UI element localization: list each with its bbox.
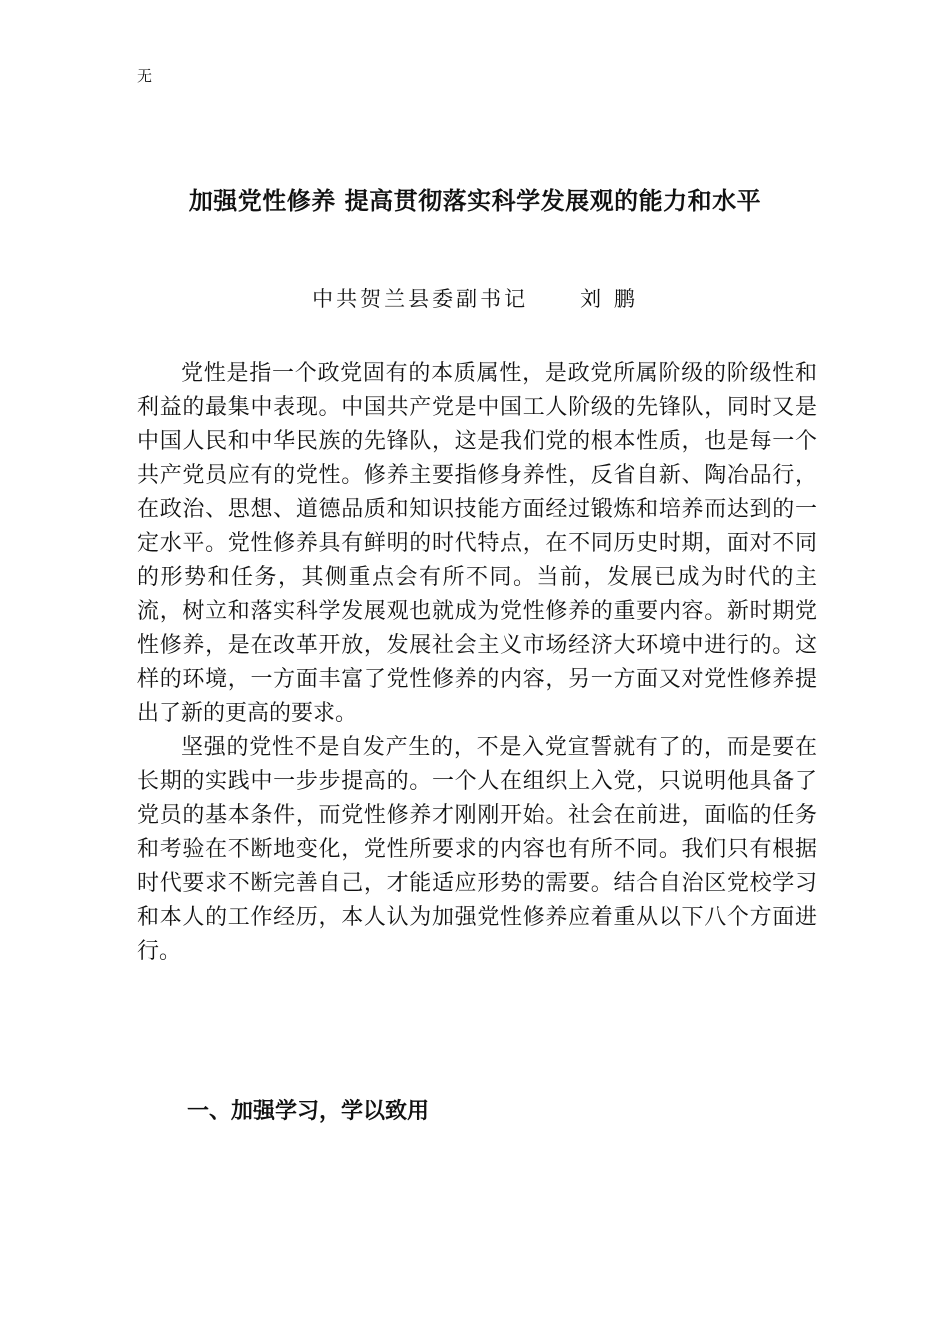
document-title: 加强党性修养 提高贯彻落实科学发展观的能力和水平	[188, 187, 762, 215]
section-heading: 一、加强学习，学以致用	[187, 1099, 430, 1124]
paragraph-1: 党性是指一个政党固有的本质属性，是政党所属阶级的阶级性和利益的最集中表现。中国共产党是中国工人阶级的先锋队，同时又是中国人民和中华民族的先锋队，这是我们党的根本性质，也是每一个共产党员应有的党性。修养主要指修身养性，反省自新、陶冶品行，在政治、思想、道德品质和知识技能方面经过锻炼和培养而达到的一定水平。党性修养具有鲜明的时代特点，在不同历史时期，面对不同的形势和任务，其侧重点会有所不同。当前，发展已成为时代的主流，树立和落实科学发展观也就成为党性修养的重要内容。新时期党性修养，是在改革开放，发展社会主义市场经济大环境中进行的。这样的环境，一方面丰富了党性修养的内容，另一方面又对党性修养提出了新的更高的要求。	[137, 361, 817, 726]
corner-note: 无	[137, 67, 153, 85]
byline	[0, 282, 950, 316]
author-affiliation: 中共贺兰县委副书记	[312, 287, 529, 311]
body-text	[137, 357, 817, 969]
paragraph-2: 坚强的党性不是自发产生的，不是入党宣誓就有了的，而是要在长期的实践中一步步提高的。一个人在组织上入党，只说明他具备了党员的基本条件，而党性修养才刚刚开始。社会在前进，面临的任务和考验在不断地变化，党性所要求的内容也有所不同。我们只有根据时代要求不断完善自己，才能适应形势的需要。结合自治区党校学习和本人的工作经历，本人认为加强党性修养应着重从以下八个方面进行。	[137, 735, 817, 964]
author-name: 刘 鹏	[580, 287, 638, 311]
